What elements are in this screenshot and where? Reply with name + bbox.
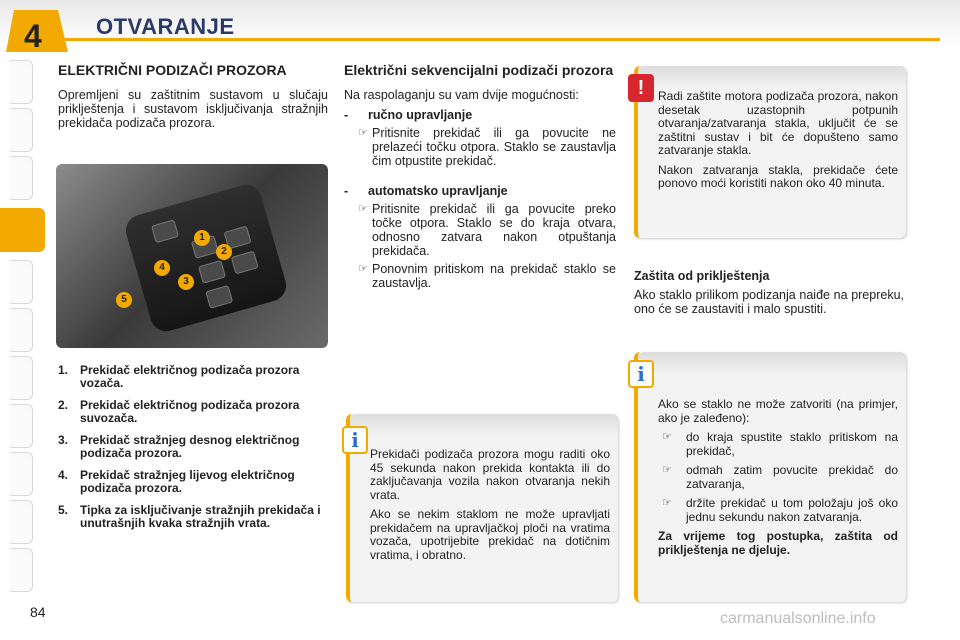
left-column <box>58 62 328 130</box>
list-item <box>58 434 328 460</box>
auto-mode-label: automatsko upravljanje <box>368 184 508 198</box>
callout-badge-4: 4 <box>154 260 170 276</box>
list-item-text: Prekidač stražnjeg lijevog električnog podizača prozora. <box>80 468 295 495</box>
legend-list <box>58 364 328 539</box>
callout-badge-3: 3 <box>178 274 194 290</box>
callout-badge-1: 1 <box>194 230 210 246</box>
chapter-tab-4-active[interactable] <box>0 208 45 252</box>
switch-5 <box>205 285 233 309</box>
chapter-number: 4 <box>24 18 42 54</box>
chapter-tab-10[interactable] <box>10 500 33 544</box>
list-item-number: 5. <box>58 503 69 517</box>
info-box-middle-content <box>370 448 610 568</box>
info-box-right <box>634 352 906 602</box>
watermark: carmanualsonline.info <box>720 610 876 627</box>
auto-bullet <box>344 202 616 258</box>
pointing-hand-icon: ☞ <box>662 431 672 443</box>
auto-bullet-text: Ponovnim pritiskom na prekidač staklo se zaustavlja. <box>372 262 616 290</box>
chapter-tab-6[interactable] <box>10 308 33 352</box>
manual-mode-label: ručno upravljanje <box>368 108 473 122</box>
info-icon: i <box>342 426 368 454</box>
info-text: Prekidači podizača prozora mogu raditi oko 45 sekunda nakon prekida kontakta ili do zaključavanja vozila nakon otvaranja nekih vrata. <box>370 447 610 502</box>
anti-pinch-section <box>634 268 904 316</box>
list-item <box>58 469 328 495</box>
info-bullet-text: držite prekidač u tom položaju još oko jednu sekundu nakon zatvaranja. <box>686 496 898 524</box>
list-item <box>58 364 328 390</box>
info-box-header <box>350 414 618 436</box>
warning-text: Nakon zatvaranja stakla, prekidače ćete ponovo moći koristiti nakon oko 40 minuta. <box>658 162 898 190</box>
section-heading-anti-pinch: Zaštita od priklještenja <box>634 269 770 283</box>
page-title: OTVARANJE <box>96 14 235 39</box>
dash-marker: - <box>344 108 349 122</box>
switch-panel <box>122 181 290 335</box>
list-item-number: 4. <box>58 468 69 482</box>
list-item-number: 2. <box>58 398 69 412</box>
info-bullet-text: do kraja spustite staklo pritiskom na prekidač, <box>686 430 898 458</box>
callout-badge-5: 5 <box>116 292 132 308</box>
list-item <box>58 504 328 530</box>
info-text: Ako se nekim staklom ne može upravljati prekidačem na upravljačkoj ploči na vratima vozača, upotrijebite prekidač na dotičnim vratima, i obratno. <box>370 507 610 562</box>
list-item-text: Prekidač električnog podizača prozora vozača. <box>80 363 300 390</box>
info-bullet <box>658 497 898 524</box>
chapter-tab-3[interactable] <box>10 156 33 200</box>
chapter-tabs <box>0 60 48 580</box>
chapter-badge <box>6 8 70 54</box>
pointing-hand-icon: ☞ <box>358 263 368 275</box>
page-number: 84 <box>30 604 46 620</box>
warning-box-header <box>638 66 906 88</box>
list-item-number: 1. <box>58 363 69 377</box>
warning-text: Radi zaštite motora podizača prozora, nakon desetak uzastopnih potpunih otvaranja/zatvaranja stakla, uključit će se zaštitni sustav i bit će dopušteno samo zatvaranje stakla. <box>658 89 898 157</box>
switch-3 <box>231 251 259 275</box>
section-heading-window-lifts: ELEKTRIČNI PODIZAČI PROZORA <box>58 62 287 78</box>
info-bullet <box>658 464 898 491</box>
pointing-hand-icon: ☞ <box>662 497 672 509</box>
chapter-tab-7[interactable] <box>10 356 33 400</box>
list-item-text: Prekidač stražnjeg desnog električnog podizača prozora. <box>80 433 300 460</box>
warning-icon: ! <box>628 74 654 102</box>
manual-bullet-text: Pritisnite prekidač ili ga povucite ne prelazeći točku otpora. Staklo se zaustavlja čim otpustite prekidač. <box>372 126 616 168</box>
warning-box-content <box>658 90 898 197</box>
mirror-switch <box>151 219 179 243</box>
pointing-hand-icon: ☞ <box>662 464 672 476</box>
left-intro: Opremljeni su zaštitnim sustavom u slučaju priklještenja i sustavom isključivanja stražnjih prekidača podizača prozora. <box>58 88 328 130</box>
info-bullet <box>658 431 898 458</box>
list-item <box>58 399 328 425</box>
info-box-header <box>638 352 906 374</box>
list-item-text: Prekidač električnog podizača prozora suvozača. <box>80 398 300 425</box>
pointing-hand-icon: ☞ <box>358 127 368 139</box>
info-bullet-text: odmah zatim povucite prekidač do zatvaranja, <box>686 463 898 491</box>
info-box-right-content <box>658 398 898 563</box>
auto-bullet-text: Pritisnite prekidač ili ga povucite preko točke otpora. Staklo se do kraja otvara, odnosno zatvara nakon otpuštanja prekidača. <box>372 202 616 258</box>
callout-badge-2: 2 <box>216 244 232 260</box>
chapter-tab-11[interactable] <box>10 548 33 592</box>
info-note: Za vrijeme tog postupka, zaštita od priklještenja ne djeluje. <box>658 529 898 557</box>
chapter-tab-2[interactable] <box>10 108 33 152</box>
info-icon: i <box>628 360 654 388</box>
warning-box <box>634 66 906 238</box>
auto-bullet <box>344 262 616 290</box>
dash-marker: - <box>344 184 349 198</box>
manual-bullet <box>344 126 616 168</box>
list-item-number: 3. <box>58 433 69 447</box>
info-box-middle <box>346 414 618 602</box>
manual-mode-item <box>344 108 616 122</box>
section-heading-sequential: Električni sekvencijalni podizači prozora <box>344 62 614 78</box>
middle-column <box>344 62 616 290</box>
chapter-tab-9[interactable] <box>10 452 33 496</box>
info-intro: Ako se staklo ne može zatvoriti (na primjer, ako je zaleđeno): <box>658 397 898 425</box>
chapter-tab-8[interactable] <box>10 404 33 448</box>
chapter-tab-1[interactable] <box>10 60 33 104</box>
chapter-tab-5[interactable] <box>10 260 33 304</box>
switch-4 <box>198 260 226 284</box>
pointing-hand-icon: ☞ <box>358 203 368 215</box>
anti-pinch-text: Ako staklo prilikom podizanja naiđe na prepreku, ono će se zaustaviti i malo spustiti. <box>634 288 904 316</box>
middle-intro: Na raspolaganju su vam dvije mogućnosti: <box>344 88 579 102</box>
door-switch-panel-photo <box>56 164 328 348</box>
list-item-text: Tipka za isključivanje stražnjih prekidača i unutrašnjih kvaka stražnjih vrata. <box>80 503 321 530</box>
auto-mode-item <box>344 184 616 198</box>
